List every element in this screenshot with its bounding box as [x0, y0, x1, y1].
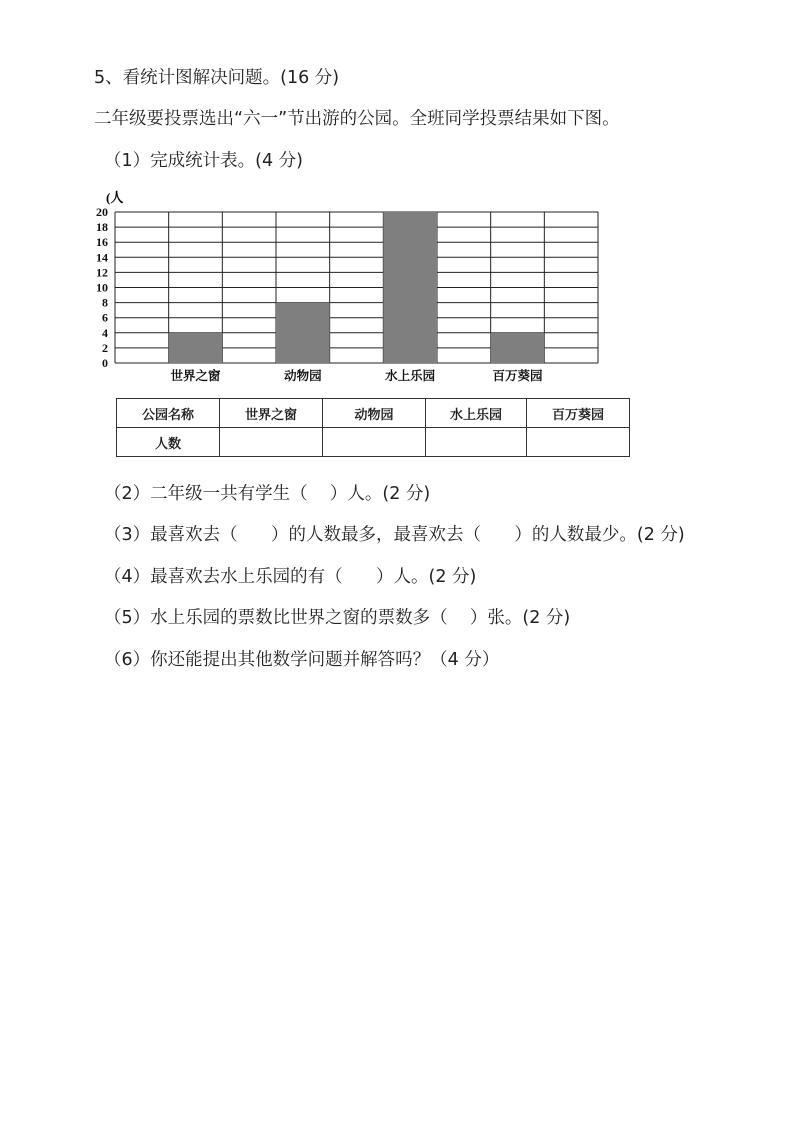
- x-tick-label: 水上乐园: [385, 369, 436, 383]
- sub-question-2: （2）二年级一共有学生（ ）人。(2 分): [104, 484, 431, 504]
- y-tick-label: 6: [102, 310, 108, 325]
- y-tick-label: 12: [96, 265, 108, 280]
- table-row: [117, 428, 630, 457]
- table-cell: 百万葵园: [527, 399, 630, 428]
- y-tick-label: 8: [102, 295, 108, 310]
- bar: [383, 212, 437, 363]
- bar-chart: [88, 188, 608, 388]
- y-axis-label: (人: [106, 190, 124, 205]
- y-tick-label: 10: [96, 280, 108, 295]
- y-axis-ticks: [96, 205, 108, 370]
- x-tick-label: 百万葵园: [492, 369, 543, 383]
- statistics-table: [116, 398, 630, 457]
- table-cell: 世界之窗: [220, 399, 323, 428]
- sub-question-4: （4）最喜欢去水上乐园的有（ ）人。(2 分): [104, 567, 477, 587]
- table-cell: 人数: [117, 428, 220, 457]
- sub-question-3: （3）最喜欢去（ ）的人数最多，最喜欢去（ ）的人数最少。(2 分): [104, 525, 685, 545]
- y-tick-label: 20: [96, 205, 108, 219]
- bar: [276, 303, 330, 363]
- table-cell: 水上乐园: [426, 399, 527, 428]
- question-heading: 5、看统计图解决问题。(16 分): [94, 68, 340, 88]
- sub-question-1: （1）完成统计表。(4 分): [104, 151, 303, 171]
- y-tick-label: 0: [102, 356, 108, 370]
- y-tick-label: 4: [102, 325, 108, 340]
- y-tick-label: 14: [96, 250, 108, 265]
- sub-question-5: （5）水上乐园的票数比世界之窗的票数多（ ）张。(2 分): [104, 608, 571, 628]
- question-intro: 二年级要投票选出“六一”节出游的公园。全班同学投票结果如下图。: [94, 109, 620, 129]
- table-cell: 公园名称: [117, 399, 220, 428]
- x-tick-label: 世界之窗: [170, 369, 221, 383]
- x-axis-labels: [170, 368, 543, 383]
- bar: [169, 333, 223, 363]
- y-tick-label: 16: [96, 235, 108, 250]
- answer-cell[interactable]: [323, 428, 426, 457]
- table-header-row: [117, 399, 630, 428]
- answer-cell[interactable]: [527, 428, 630, 457]
- answer-cell[interactable]: [220, 428, 323, 457]
- y-tick-label: 18: [96, 220, 108, 235]
- x-tick-label: 动物园: [284, 369, 322, 383]
- table-cell: 动物园: [323, 399, 426, 428]
- sub-question-6: （6）你还能提出其他数学问题并解答吗？（4 分）: [104, 650, 500, 670]
- y-tick-label: 2: [102, 340, 108, 355]
- answer-cell[interactable]: [426, 428, 527, 457]
- bar: [491, 333, 545, 363]
